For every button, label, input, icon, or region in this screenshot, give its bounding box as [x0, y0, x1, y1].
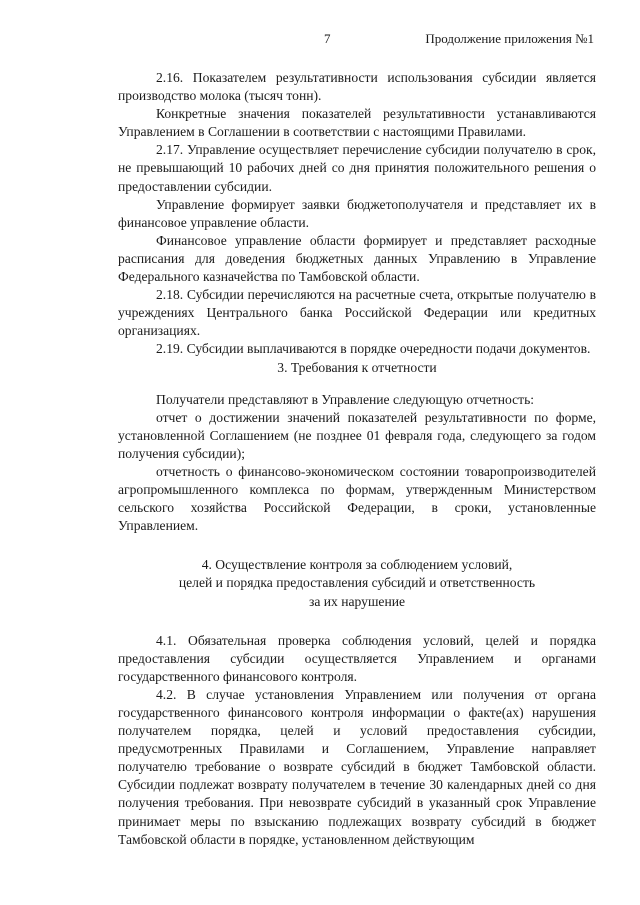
spacer: [118, 535, 596, 556]
paragraph-4-1: 4.1. Обязательная проверка соблюдения условий, целей и порядка предоставления субсидии осуществляется Управлением и органами государственного финансового контроля.: [118, 632, 596, 684]
section-4-title-line-3: за их нарушение: [308, 593, 406, 609]
section-3-title: 3. Требования к отчетности: [277, 359, 437, 375]
paragraph-requests: Управление формирует заявки бюджетополучателя и представляет их в финансовое управление области.: [118, 196, 596, 230]
section-4-title-line-2: целей и порядка предоставления субсидий и ответственность: [178, 575, 536, 591]
spacer: [118, 377, 596, 391]
paragraph-2-18: 2.18. Субсидии перечисляются на расчетные счета, открытые получателю в учреждениях Центрального банка Российской Федерации или кредитных организациях.: [118, 287, 596, 339]
paragraph-4-2: 4.2. В случае установления Управлением или получения от органа государственного финансового контроля информации о факте(ах) нарушения получателем порядка, целей и условий предоставления субсидии, предусмотренных Правилами и Соглашением, Управление направляет получателю требование о возврате субсидий в бюджет Тамбовской области. Субсидии подлежат возврату получателем в течение 30 календарных дней со дня получения требования. При невозврате субсидий в указанный срок Управление принимает меры по взысканию подлежащих возврату субсидий в бюджет Тамбовской области в порядке, установленном действующим: [118, 686, 596, 847]
paragraph-finance: Финансовое управление области формирует и представляет расходные расписания для доведения бюджетных данных Управлению в Управление Федерального казначейства по Тамбовской области.: [118, 232, 596, 285]
paragraph-report-2: отчетность о финансово-экономическом состоянии товаропроизводителей агропромышленного комплекса по формам, утвержденным Министерством сельского хозяйства Российской Федерации, в сроки, установленные Управлением.: [118, 463, 596, 534]
paragraph-2-19: 2.19. Субсидии выплачиваются в порядке очередности подачи документов.: [156, 341, 591, 357]
spacer: [118, 611, 596, 632]
paragraph-2-17: 2.17. Управление осуществляет перечисление субсидии получателю в срок, не превышающий 10 рабочих дней со дня принятия положительного решения о предоставлении субсидии.: [118, 142, 596, 194]
appendix-continuation-label: Продолжение приложения №1: [425, 31, 594, 46]
paragraph-reports-intro: Получатели представляют в Управление следующую отчетность:: [156, 391, 535, 407]
page-number: 7: [324, 31, 331, 46]
section-4-title-line-1: 4. Осуществление контроля за соблюдением условий,: [201, 557, 513, 573]
paragraph-report-1: отчет о достижении значений показателей результативности по форме, установленной Соглашением (не позднее 01 февраля года, следующего за годом получения субсидии);: [118, 409, 596, 461]
document-body: [118, 69, 596, 849]
paragraph-indicators: Конкретные значения показателей результативности устанавливаются Управлением в Соглашении в соответствии с настоящими Правилами.: [118, 106, 596, 140]
paragraph-2-16: 2.16. Показателем результативности использования субсидии является производство молока (тысяч тонн).: [118, 70, 596, 104]
